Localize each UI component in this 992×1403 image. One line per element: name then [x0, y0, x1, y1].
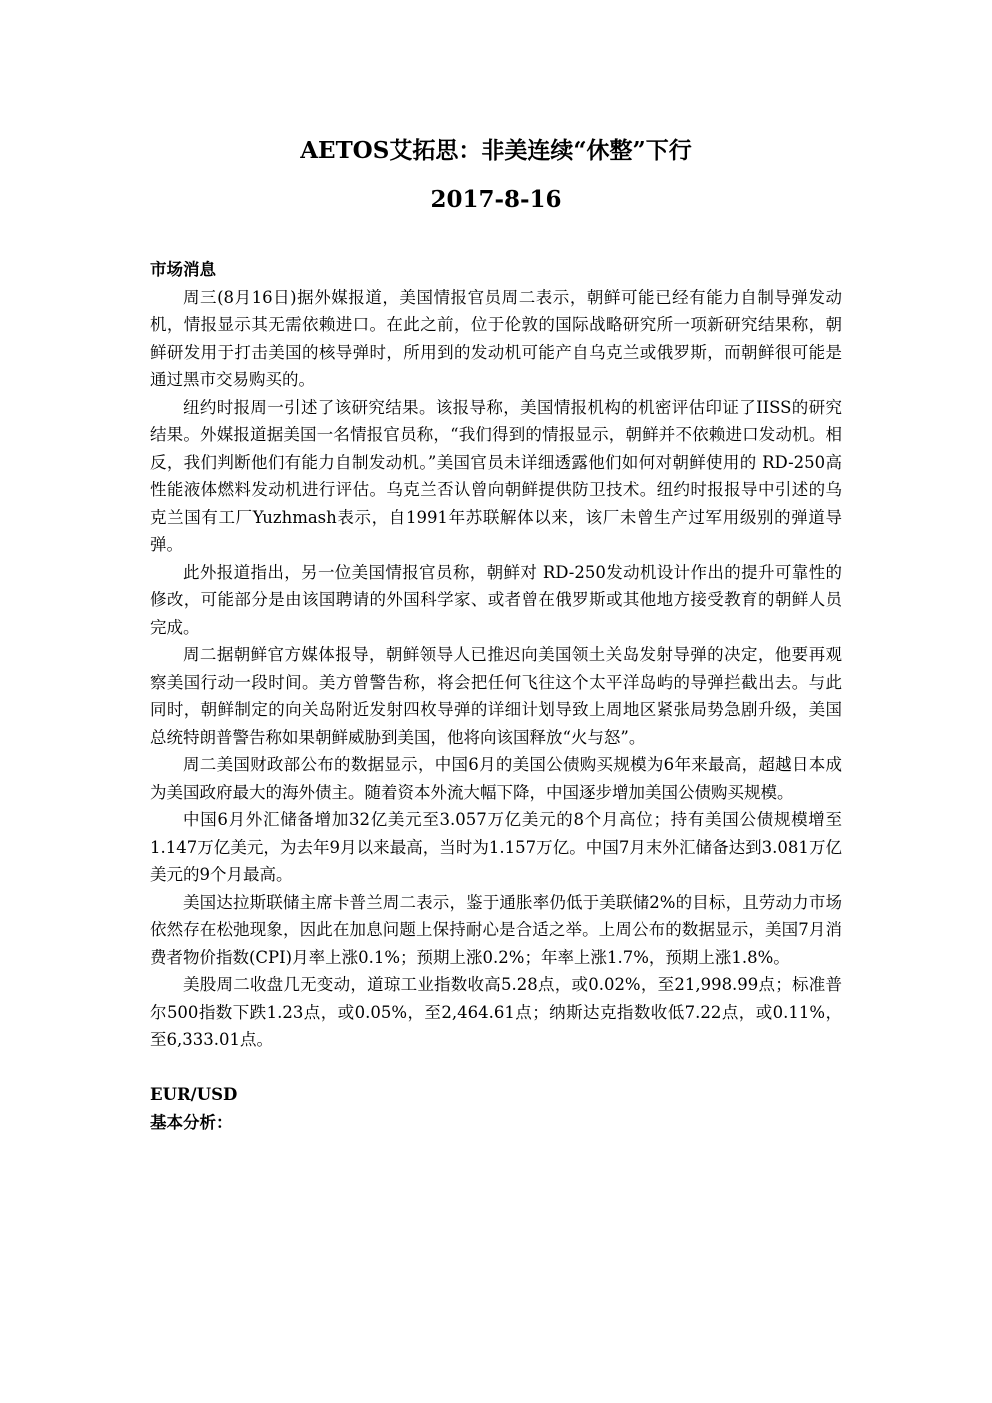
document-date: 2017-8-16 — [430, 186, 562, 213]
paragraph: 纽约时报周一引述了该研究结果。该报导称，美国情报机构的机密评估印证了IISS的研究结果。外媒报道据美国一名情报官员称，“我们得到的情报显示，朝鲜并不依赖进口发动机。相反，我们判断他们有能力自制发动机。”美国官员未详细透露他们如何对朝鲜使用的 RD-250高性能液体燃料发动机进行评估。乌克兰否认曾向朝鲜提供防卫技术。纽约时报报导中引述的乌克兰国有工厂Yuzhmash表示，自1991年苏联解体以来，该厂未曾生产过军用级别的弹道导弹。 — [150, 397, 842, 554]
paragraph: 美股周二收盘几无变动，道琼工业指数收高5.28点，或0.02%，至21,998.99点；标准普尔500指数下跌1.23点，或0.05%，至2,464.61点；纳斯达克指数收低7.22点，或0.11%，至6,333.01点。 — [150, 975, 842, 1049]
currency-pair-heading: EUR/USD — [150, 1085, 238, 1104]
market-news-heading: 市场消息 — [150, 260, 216, 279]
paragraph: 周二美国财政部公布的数据显示，中国6月的美国公债购买规模为6年来最高，超越日本成为美国政府最大的海外债主。随着资本外流大幅下降，中国逐步增加美国公债购买规模。 — [150, 755, 842, 802]
document-title: AETOS艾拓思：非美连续“休整”下行 — [300, 137, 692, 164]
paragraph: 中国6月外汇储备增加32亿美元至3.057万亿美元的8个月高位；持有美国公债规模增至1.147万亿美元，为去年9月以来最高，当时为1.157万亿。中国7月末外汇储备达到3.081万亿美元的9个月最高。 — [150, 810, 842, 884]
fundamental-analysis-heading: 基本分析： — [150, 1112, 233, 1132]
paragraph: 周二据朝鲜官方媒体报导，朝鲜领导人已推迟向美国领土关岛发射导弹的决定，他要再观察美国行动一段时间。美方曾警告称，将会把任何飞往这个太平洋岛屿的导弹拦截出去。与此同时，朝鲜制定的向关岛附近发射四枚导弹的详细计划导致上周地区紧张局势急剧升级，美国总统特朗普警告称如果朝鲜威胁到美国，他将向该国释放“火与怒”。 — [150, 645, 842, 747]
paragraph: 此外报道指出，另一位美国情报官员称，朝鲜对 RD-250发动机设计作出的提升可靠性的修改，可能部分是由该国聘请的外国科学家、或者曾在俄罗斯或其他地方接受教育的朝鲜人员完成。 — [150, 562, 842, 637]
paragraph: 周三(8月16日)据外媒报道，美国情报官员周二表示，朝鲜可能已经有能力自制导弹发动机，情报显示其无需依赖进口。在此之前，位于伦敦的国际战略研究所一项新研究结果称，朝鲜研发用于打击美国的核导弹时，所用到的发动机可能产自乌克兰或俄罗斯，而朝鲜很可能是通过黑市交易购买的。 — [150, 287, 842, 389]
paragraph: 美国达拉斯联储主席卡普兰周二表示，鉴于通胀率仍低于美联储2%的目标，且劳动力市场依然存在松弛现象，因此在加息问题上保持耐心是合适之举。上周公布的数据显示，美国7月消费者物价指数(CPI)月率上涨0.1%；预期上涨0.2%；年率上涨1.7%，预期上涨1.8%。 — [150, 892, 842, 967]
section-spacer — [150, 1054, 842, 1082]
document-body — [150, 256, 842, 1136]
